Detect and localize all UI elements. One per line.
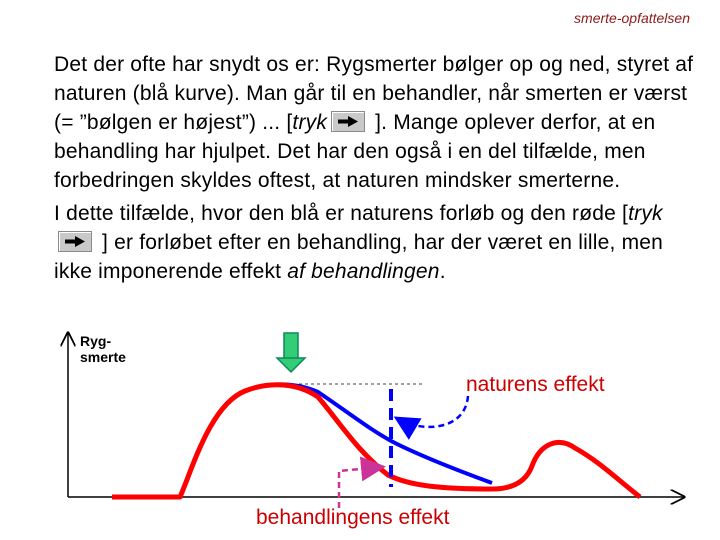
tryk-label-1: tryk — [292, 111, 328, 134]
treatment-effect-label: behandlingens effekt — [256, 506, 450, 529]
nature-label-pointer — [398, 396, 468, 427]
paragraph-1-text-end: ]. Mange oplever derfor, at en behandling har hjulpet. Det har den også i en del tilfælde, men forbedringen skyldes oftest, at naturen mindsker smerterne. — [54, 111, 656, 192]
paragraph-2-end: . — [439, 260, 446, 283]
treatment-label-pointer — [339, 467, 381, 508]
paragraph-2-text: I dette tilfælde, hvor den blå er naturens forløb og den røde [ — [54, 202, 629, 225]
slide-header: smerte-opfattelsen — [574, 10, 690, 26]
treatment-curve — [112, 385, 640, 497]
tryk-label-2: tryk — [628, 202, 663, 225]
down-arrow-icon — [277, 333, 305, 372]
paragraph-2-text-mid: ] er forløbet efter en behandling, har der været en lille, men ikke imponerende effekt — [54, 231, 664, 283]
y-axis-label-line-1: Ryg- — [80, 333, 112, 349]
nature-curve — [112, 384, 492, 497]
y-axis-label-line-2: smerte — [80, 349, 126, 365]
y-axis-label — [80, 333, 126, 365]
paragraph-2-italic: af behandlingen — [287, 260, 440, 283]
nature-effect-label: naturens effekt — [466, 373, 605, 396]
paragraph-1-text: Det der ofte har snydt os er: Rygsmerter bølger op og ned, styret af naturen (blå kurve). Man går til en behandler, når smerten er værst (= ”bølgen er højest”) ... [ — [54, 53, 694, 134]
